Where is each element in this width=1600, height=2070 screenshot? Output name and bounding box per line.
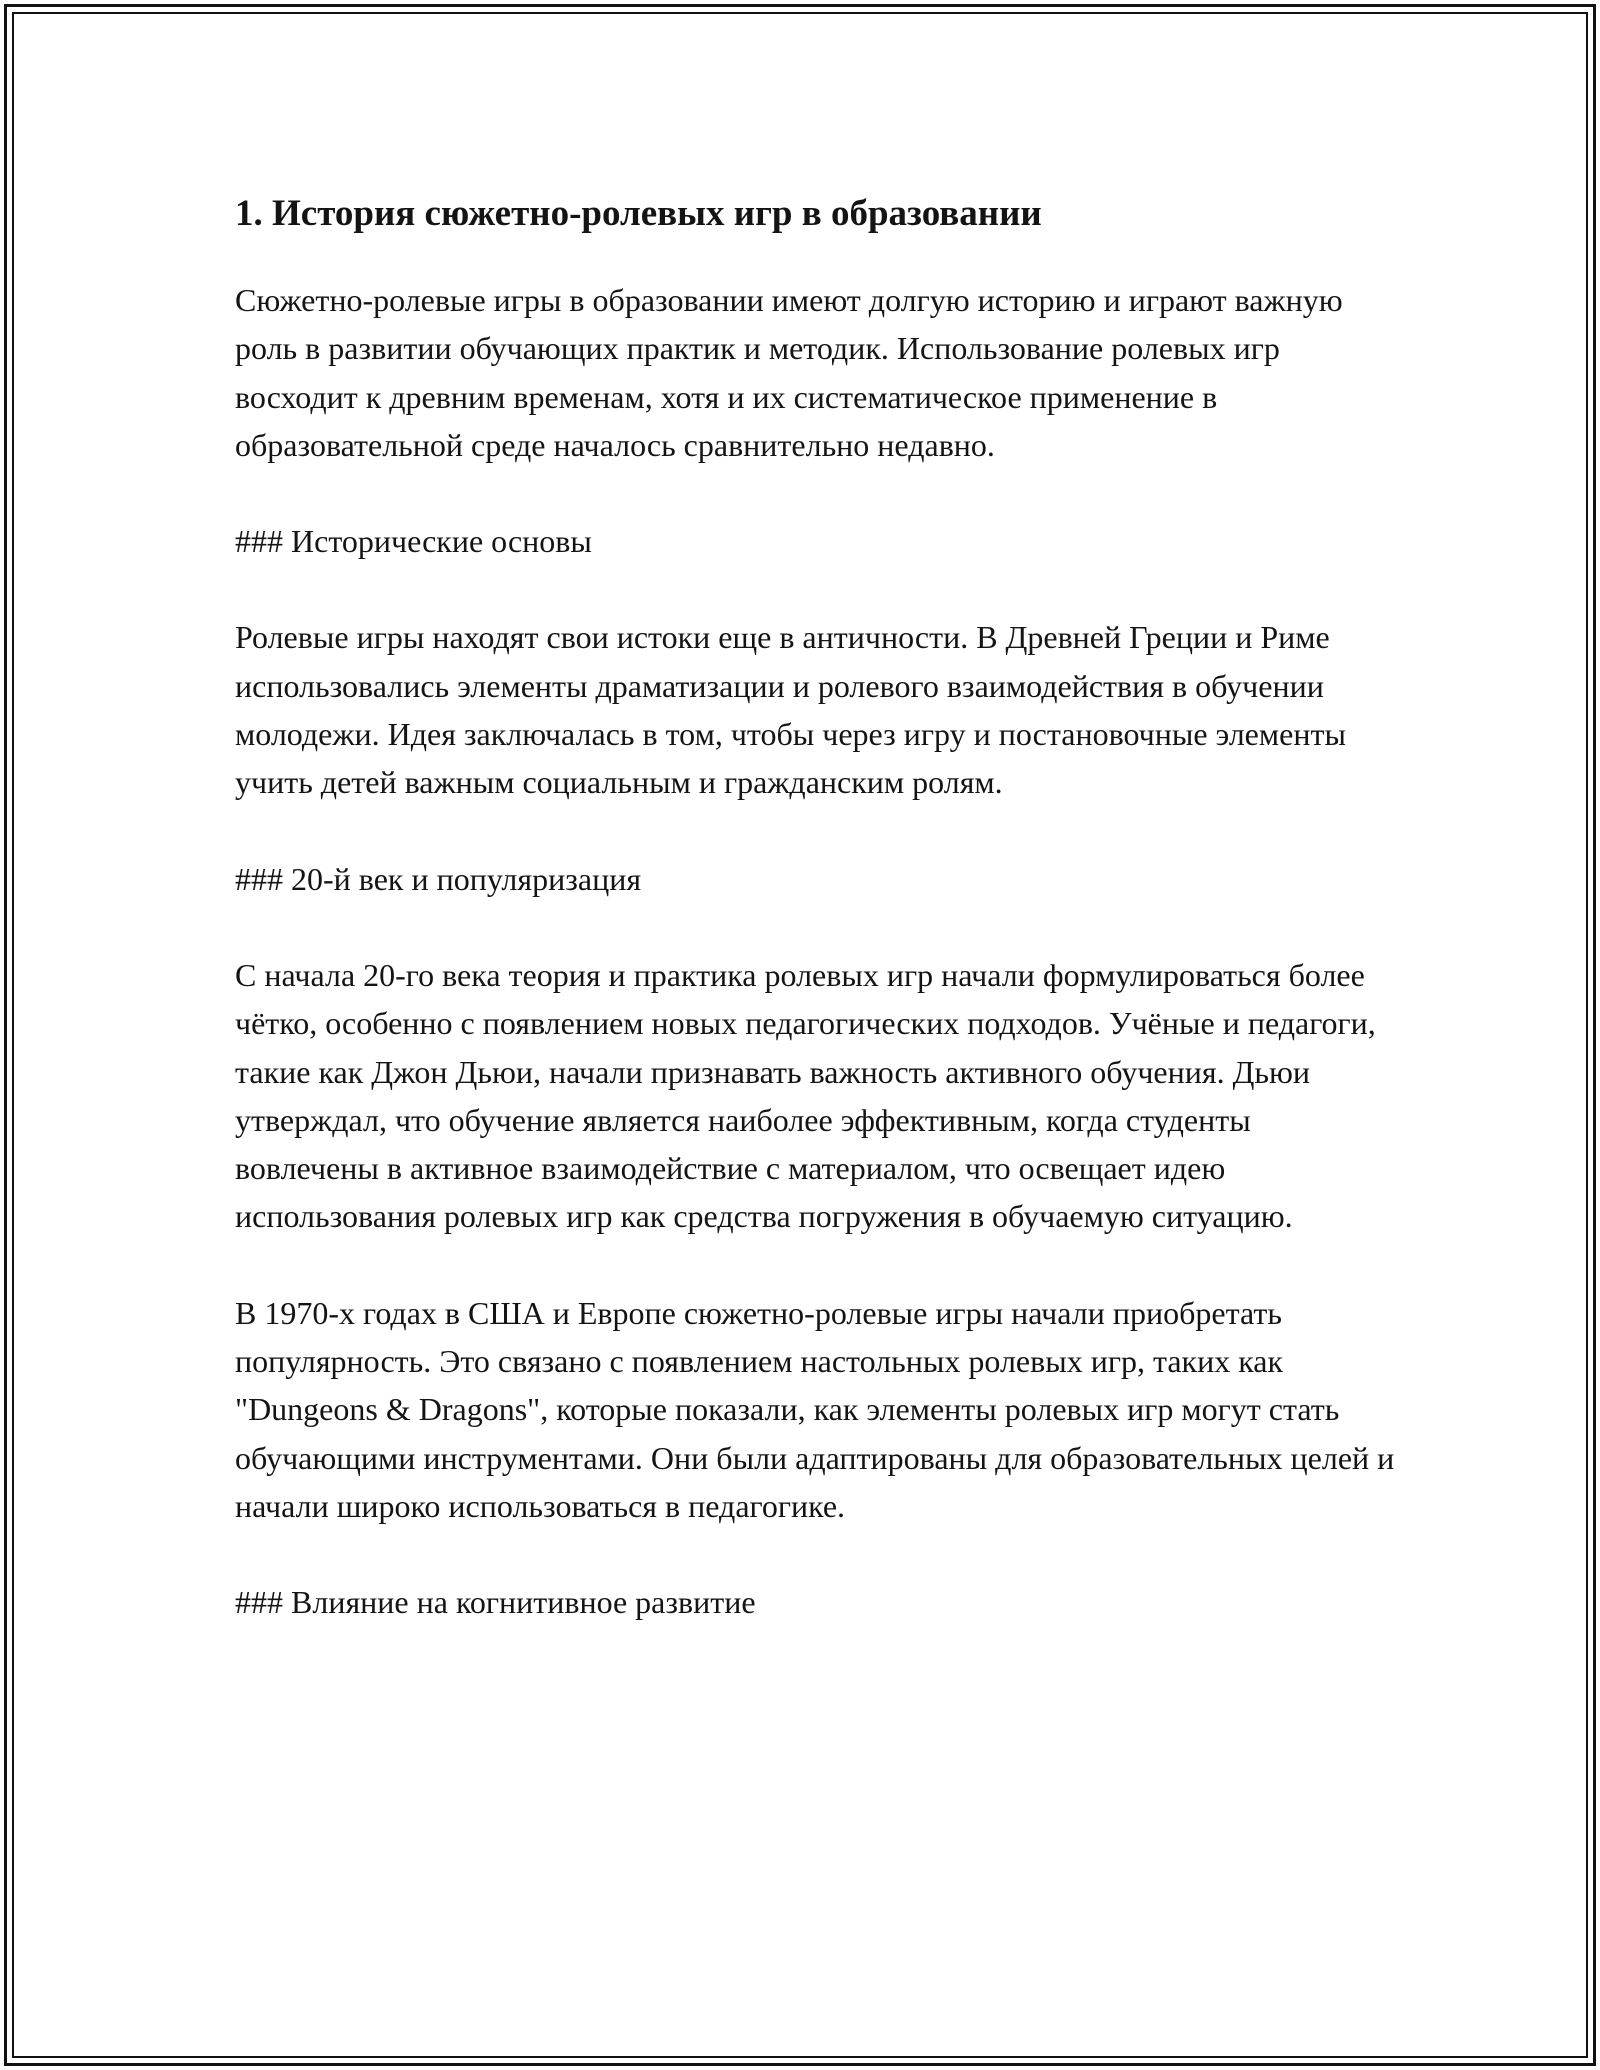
paragraph-1970s: В 1970-х годах в США и Европе сюжетно-ролевые игры начали приобретать популярность. Это связано с появлением настольных ролевых игр, таких как "Dungeons & Dragons", которые показали, как элементы ролевых игр могут стать обучающими инструментами. Они были адаптированы для образовательных целей и начали широко использоваться в педагогике. — [235, 1294, 1395, 1524]
paragraph-dewey: С начала 20-го века теория и практика ролевых игр начали формулироваться более чётко, особенно с появлением новых педагогических подходов. Учёные и педагоги, такие как Джон Дьюи, начали признавать важность активного обучения. Дьюи утверждал, что обучение является наиболее эффективным, когда студенты вовлечены в активное взаимодействие с материалом, что освещает идею использования ролевых игр как средства погружения в обучаемую ситуацию. — [235, 956, 1376, 1235]
section-heading-20th-century: ### 20-й век и популяризация — [235, 860, 642, 897]
section-heading-historical-foundations: ### Исторические основы — [235, 523, 592, 560]
paragraph-antiquity: Ролевые игры находят свои истоки еще в античности. В Древней Греции и Риме использовались элементы драматизации и ролевого взаимодействия в обучении молодежи. Идея заключалась в том, чтобы через игру и постановочные элементы учить детей важным социальным и гражданским ролям. — [235, 619, 1346, 801]
document-body — [235, 182, 1395, 1675]
paragraph-introduction: Сюжетно-ролевые игры в образовании имеют долгую историю и играют важную роль в развитии обучающих практик и методик. Использование ролевых игр восходит к древним временам, хотя и их систематическое применение в образовательной среде началось сравнительно недавно. — [235, 282, 1343, 463]
document-title: 1. История сюжетно-ролевых игр в образовании — [235, 193, 1042, 234]
section-heading-cognitive-development: ### Влияние на когнитивное развитие — [235, 1584, 756, 1621]
